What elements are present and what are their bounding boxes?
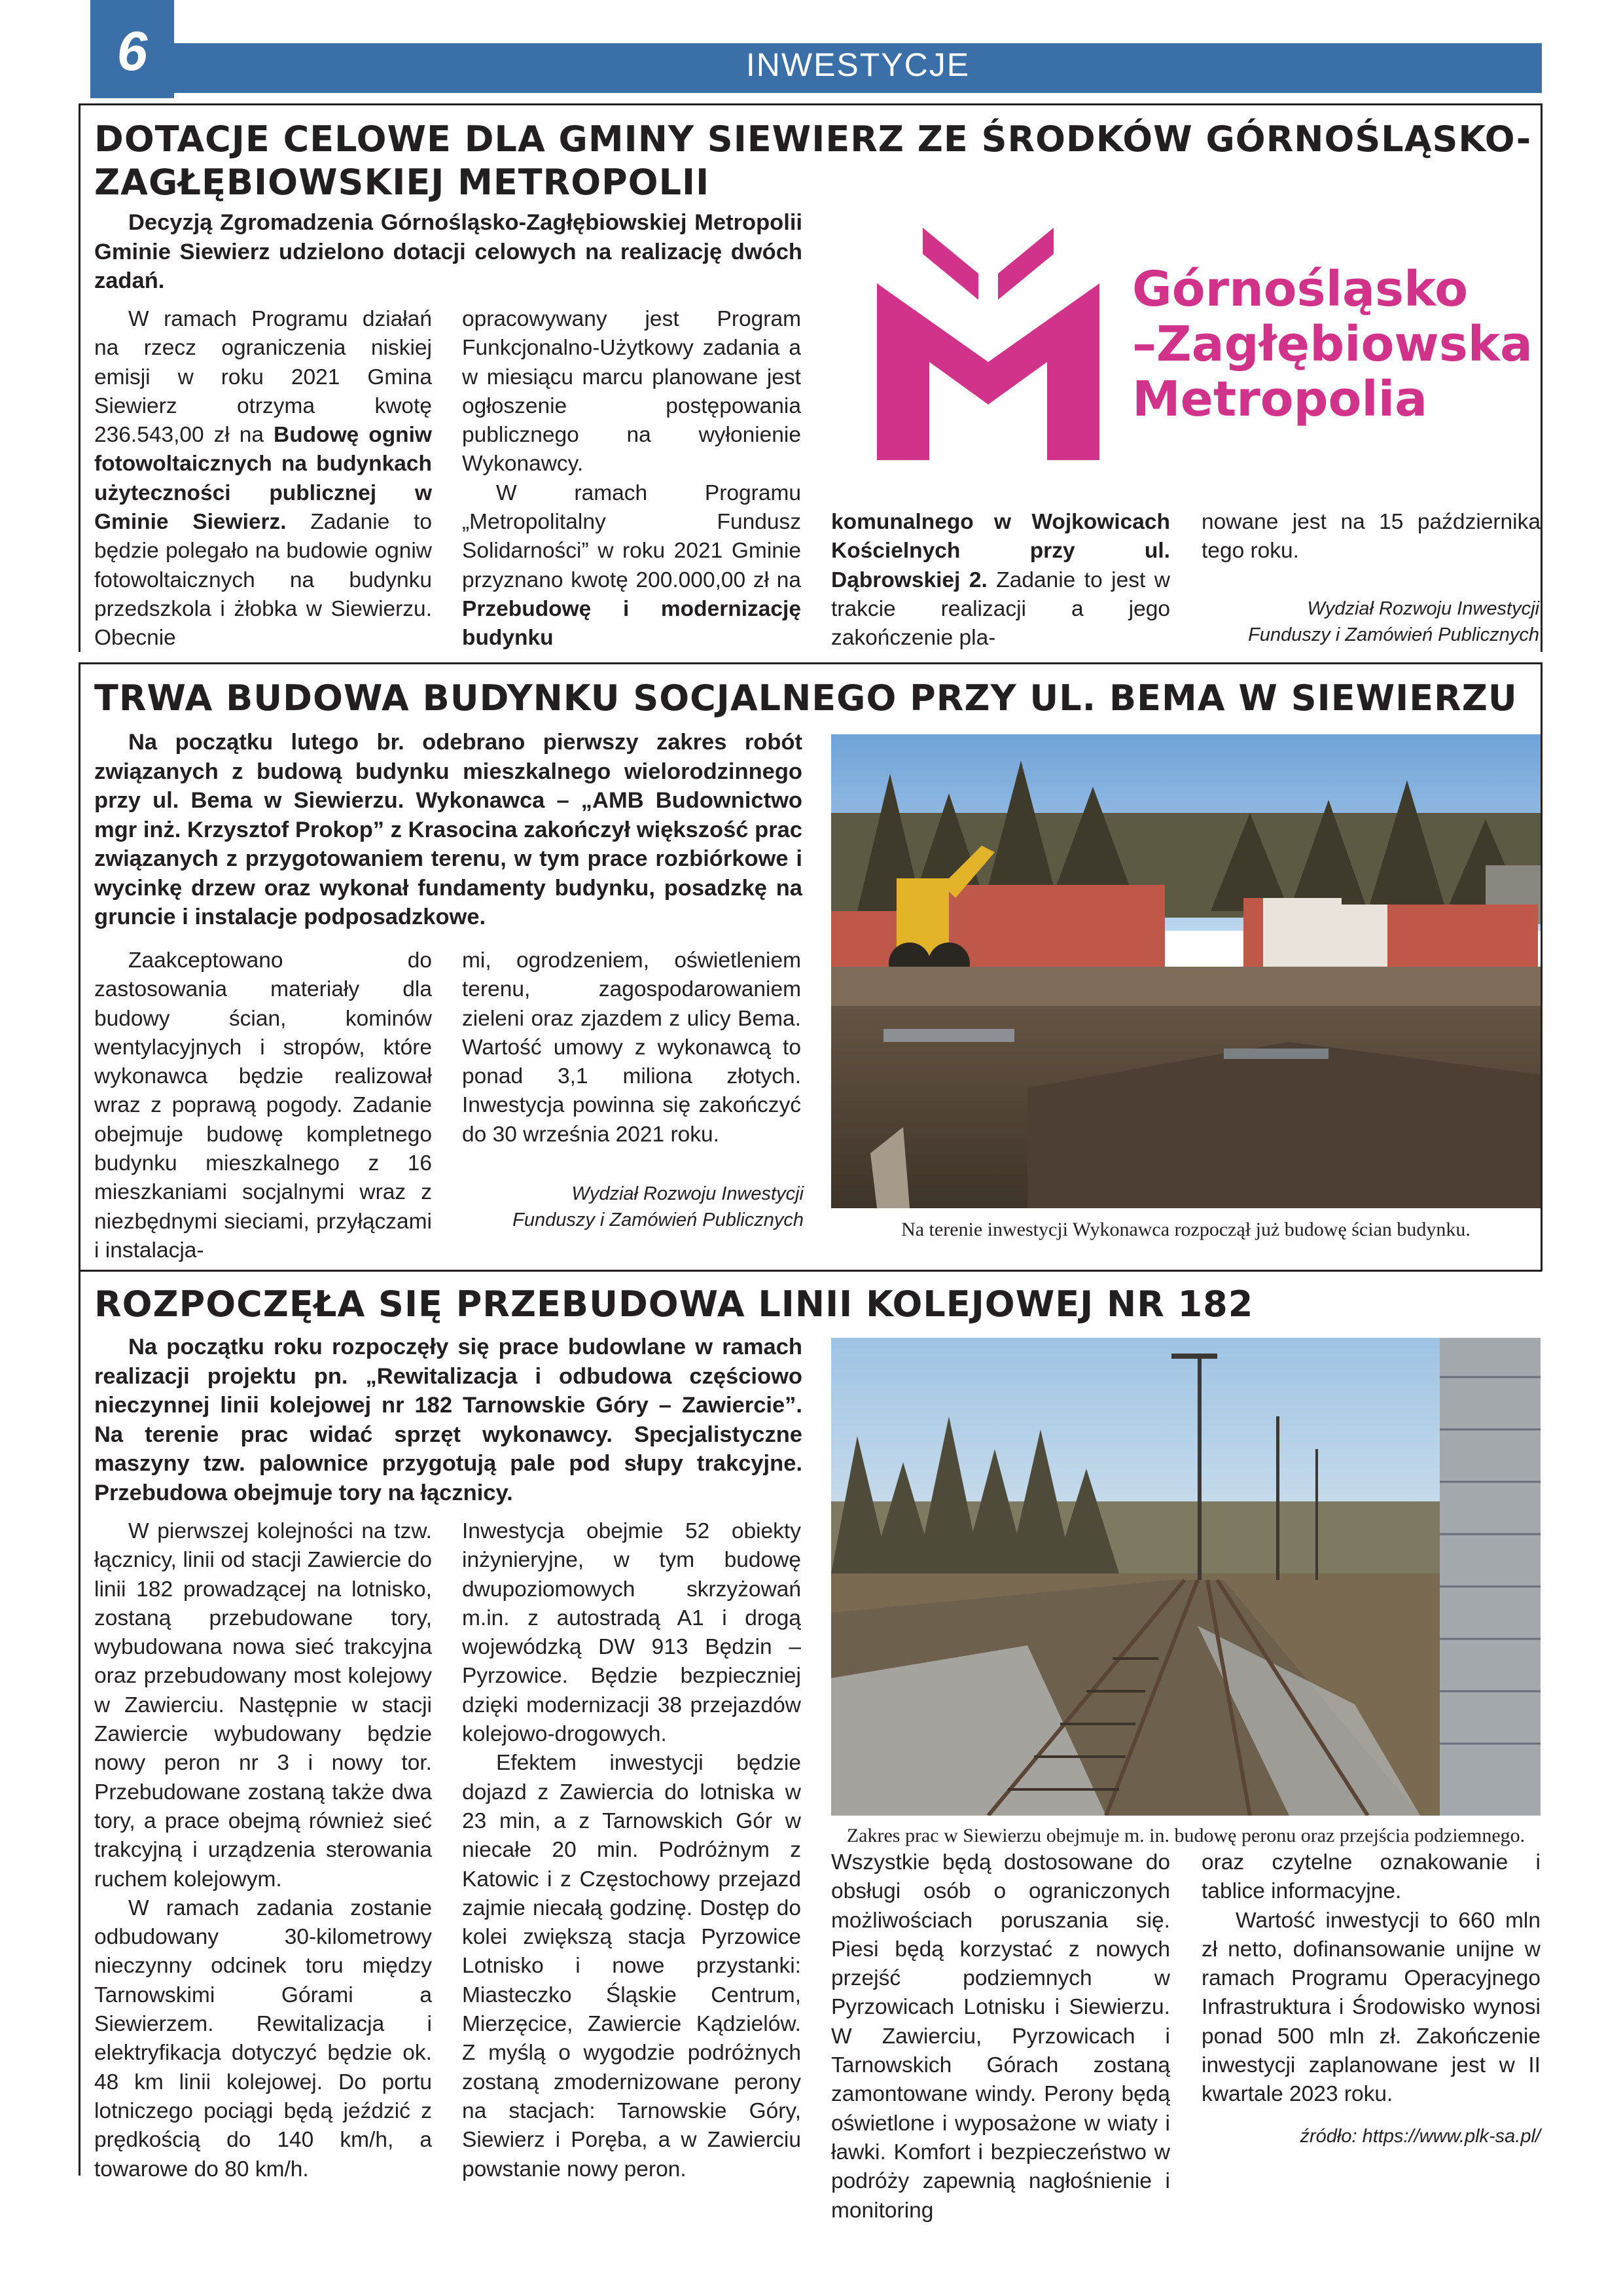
article1-col3: komunalnego w Wojkowicach Kościelnych przy ul. Dąbrowskiej 2. Zadanie to jest w trakcie realizacji a jego zakończenie pla- <box>831 510 1170 651</box>
left-rule <box>79 103 80 652</box>
article2-col1: Zaakceptowano do zastosowania materiały dla budowy ścian, kominów wentylacyjnych i stropów, które wykonawca będzie realizował wraz z poprawą pogody. Zadanie obejmuje budowę kompletnego budynku mieszkalnego z 16 mieszkaniami socjalnymi wraz z niezbędnymi sieciami, przyłączami i instalacja- <box>94 948 432 1263</box>
metropolia-logo-text: Górnośląsko –Zagłębiowska Metropolia <box>1132 261 1533 427</box>
metropolia-logo <box>857 208 1119 470</box>
construction-site-photo <box>831 734 1541 1208</box>
article3-headline: ROZPOCZĘŁA SIĘ PRZEBUDOWA LINII KOLEJOWEJ NR 182 <box>94 1283 1254 1325</box>
article1-col1: W ramach Programu działań na rzecz ograniczenia niskiej emisji w roku 2021 Gmina Siewierz otrzyma kwotę 236.543,00 zł na Budowę ogniw fotowoltaicznych na budynkach użyteczności publicznej w Gminie Siewierz. Zadanie to będzie polegało na budowie ogniw fotowoltaicznych na budynku przedszkola i żłobka w Siewierzu. Obecnie <box>94 307 432 651</box>
article1-lead: Decyzją Zgromadzenia Górnośląsko-Zagłębiowskiej Metropolii Gminie Siewierz udzielono dotacji celowych na realizację dwóch zadań. <box>94 210 802 293</box>
section-title: INWESTYCJE <box>745 46 971 83</box>
article1-col4: nowane jest na 15 października tego roku. <box>1202 510 1541 564</box>
article2-col2: mi, ogrodzeniem, oświetleniem terenu, zagospodarowaniem zieleni oraz zjazdem z ulicy Bema. Wartość umowy z wykonawcą to ponad 3,1 miliona złotych. Inwestycja powinna się zakończyć do 30 września 2021 roku. <box>462 948 801 1147</box>
article3-col4: oraz czytelne oznakowanie i tablice informacyjne. Wartość inwestycji to 660 mln zł netto, dofinansowanie unijne w ramach Programu Operacyjnego Infrastruktura i Środowisko wynosi ponad 500 mln zł. Zakończenie inwestycji zaplanowane jest w II kwartale 2023 roku. <box>1202 1850 1541 2107</box>
left-rule <box>79 1270 80 2176</box>
metropolia-logo-mark <box>857 208 1119 470</box>
article1-col2: opracowywany jest Program Funkcjonalno-Użytkowy zadania a w miesiącu marcu planowane jest ogłoszenie postępowania publicznego na wyłonienie Wykonawcy. W ramach Programu „Metropolitalny Fundusz Solidarności” w roku 2021 Gminie przyznano kwotę 200.000,00 zł na Przebudowę i modernizację budynku <box>462 307 801 651</box>
divider <box>79 103 1542 105</box>
article3-source: źródło: https://www.plk-sa.pl/ <box>1300 2126 1541 2147</box>
article3-lead: Na początku roku rozpoczęły się prace budowlane w ramach realizacji projektu pn. „Rewitalizacja i odbudowa częściowo nieczynnej linii kolejowej nr 182 Tarnowskie Góry – Zawiercie”. Na terenie prac widać sprzęt wykonawcy. Specjalistyczne maszyny tzw. palownice przygotują pale pod słupy trakcyjne. Przebudowa obejmuje tory na łącznicy. <box>94 1335 802 1505</box>
right-rule <box>1541 103 1543 652</box>
article3-col2: Inwestycja obejmie 52 obiekty inżynieryjne, w tym budowę dwupoziomowych skrzyżowań m.in. z autostradą A1 i drogą wojewódzką DW 913 Będzin – Pyrzowice. Będzie bezpieczniej dzięki modernizacji 38 przejazdów kolejowo-drogowych. Efektem inwestycji będzie dojazd z Zawiercia do lotniska w 23 min, a z Tarnowskich Gór w niecałe 20 min. Podróżnym z Katowic i z Częstochowy przejazd zajmie niecałą godzinę. Dostęp do kolei zwiększą stacja Pyrzowice Lotnisko i nowe przystanki: Miasteczko Śląskie Centrum, Mierzęcice, Zawiercie Kądzielów. Z myślą o wygodzie podróżnych zostaną zmodernizowane perony na stacjach: Tarnowskie Góry, Siewierz i Poręba, a w Zawierciu powstanie nowy peron. <box>462 1519 801 2181</box>
divider <box>79 662 1542 664</box>
railway-photo <box>831 1338 1541 1816</box>
page-number: 6 <box>116 20 148 82</box>
right-rule <box>1541 662 1543 1271</box>
article2-headline: TRWA BUDOWA BUDYNKU SOCJALNEGO PRZY UL. BEMA W SIEWIERZU <box>94 677 1518 719</box>
article2-photo-caption: Na terenie inwestycji Wykonawca rozpoczął już budowę ścian budynku. <box>901 1219 1471 1240</box>
article2-lead: Na początku lutego br. odebrano pierwszy zakres robót związanych z budową budynku mieszkalnego wielorodzinnego przy ul. Bema w Siewierzu. Wykonawca – „AMB Budownictwo mgr inż. Krzysztof Prokop” z Krasocina zakończył większość prac związanych z przygotowaniem terenu, w tym prace rozbiórkowe i wycinkę drzew oraz wykonał fundamenty budynku, posadzkę na gruncie i instalacje podposadzkowe. <box>94 730 802 929</box>
article3-col3: Wszystkie będą dostosowane do obsługi osób o ograniczonych możliwościach poruszania się. Piesi będą korzystać z nowych przejść podziemnych w Pyrzowicach Lotnisku i Siewierzu. W Zawierciu, Pyrzowicach i Tarnowskich Górach zostaną zamontowane windy. Perony będą oświetlone i wyposażone w wiaty i ławki. Komfort i bezpieczeństwo w podróży zapewnią nagłośnienie i monitoring <box>831 1850 1170 2223</box>
article3-photo-caption: Zakres prac w Siewierzu obejmuje m. in. budowę peronu oraz przejścia podziemnego. <box>846 1825 1525 1846</box>
left-rule <box>79 662 80 1271</box>
article3-col1: W pierwszej kolejności na tzw. łącznicy, linii od stacji Zawiercie do linii 182 prowadzącej na lotnisko, zostaną przebudowane tory, wybudowana nowa sieć trakcyjna oraz przebudowany most kolejowy w Zawierciu. Następnie w stacji Zawiercie wybudowany będzie nowy peron nr 3 i nowy tor. Przebudowane zostaną także dwa tory, a prace obejmą również sieć trakcyjną i urządzenia sterowania ruchem kolejowym. W ramach zadania zostanie odbudowany 30-kilometrowy nieczynny odcinek toru między Tarnowskimi Górami a Siewierzem. Rewitalizacja i elektryfikacja dotyczyć będzie ok. 48 km linii kolejowej. Do portu lotniczego pociągi będą jeździć z prędkością do 140 km/h, a towarowe do 80 km/h. <box>94 1519 432 2181</box>
article2-signature: Wydział Rozwoju Inwestycji Funduszy i Zamówień Publicznych <box>512 1183 804 1230</box>
article1-headline: DOTACJE CELOWE DLA GMINY SIEWIERZ ZE ŚRODKÓW GÓRNOŚLĄSKO-ZAGŁĘBIOWSKIEJ METROPOLII <box>94 118 1532 203</box>
divider <box>79 1270 1542 1272</box>
article1-signature: Wydział Rozwoju Inwestycji Funduszy i Zamówień Publicznych <box>1248 598 1539 645</box>
